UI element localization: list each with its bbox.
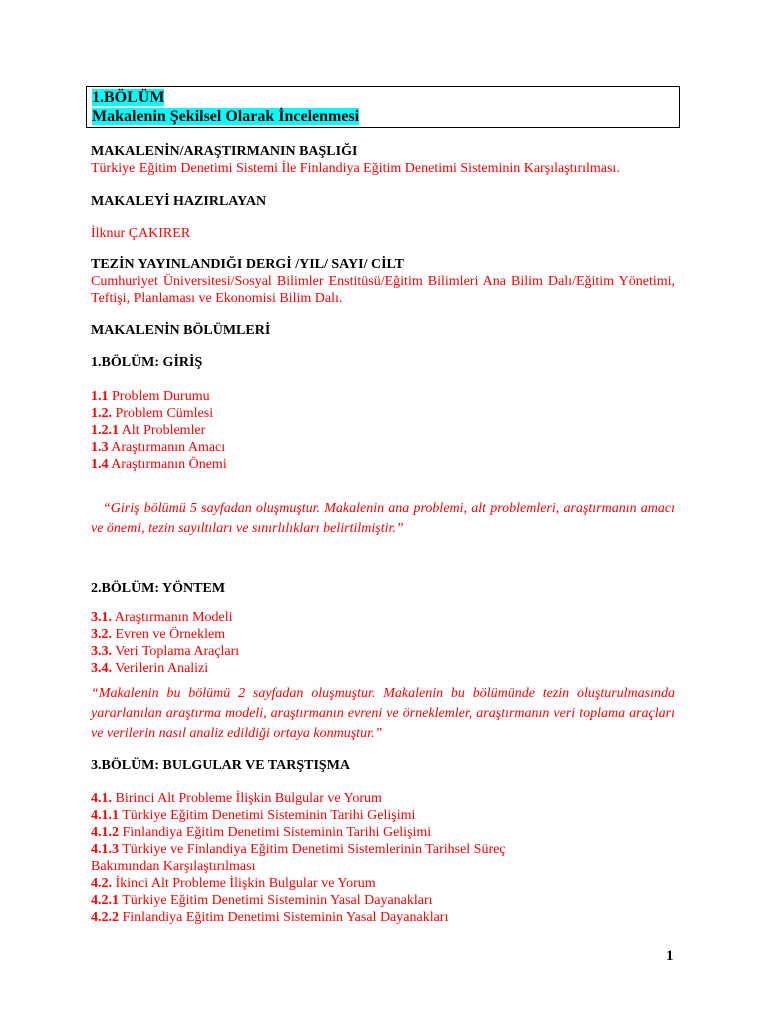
- list-item: 1.2. Problem Cümlesi: [91, 406, 214, 421]
- list-item: 3.2. Evren ve Örneklem: [91, 627, 226, 642]
- page-number: 1: [666, 948, 674, 964]
- chapter-title: Makalenin Şekilsel Olarak İncelenmesi: [92, 108, 360, 125]
- list-item: 4.1. Birinci Alt Probleme İlişkin Bulgular ve Yorum: [91, 791, 382, 806]
- journal-value: Cumhuriyet Üniversitesi/Sosyal Bilimler Enstitüsü/Eğitim Bilimleri Ana Bilim Dalı/Eğitim Yönetimi, Teftişi, Planlaması ve Ekonomisi Bilim Dalı.: [91, 274, 675, 306]
- list-item: 4.1.1 Türkiye Eğitim Denetimi Sisteminin Tarihi Gelişimi: [91, 808, 416, 823]
- journal-heading: TEZİN YAYINLANDIĞI DERGİ /YIL/ SAYI/ CİLT: [91, 257, 404, 272]
- chapter2-list: [91, 609, 675, 677]
- chapter-number: 1.BÖLÜM: [92, 89, 165, 106]
- list-item: 4.2.1 Türkiye Eğitim Denetimi Sisteminin Yasal Dayanakları: [91, 893, 433, 908]
- chapter1-summary-quote: “Giriş bölümü 5 sayfadan oluşmuştur. Makalenin ana problemi, alt problemleri, araştırmanın amacı ve önemi, tezin sayıltıları ve sınırlılıkları belirtilmiştir.”: [91, 501, 675, 536]
- list-item: 3.4. Verilerin Analizi: [91, 661, 209, 676]
- article-title-heading: MAKALENİN/ARAŞTIRMANIN BAŞLIĞI: [91, 144, 358, 159]
- document-body: [91, 144, 675, 926]
- list-item: 4.2. İkinci Alt Probleme İlişkin Bulgular ve Yorum: [91, 876, 376, 891]
- list-item: 4.2.2 Finlandiya Eğitim Denetimi Sisteminin Yasal Dayanakları: [91, 910, 449, 925]
- sections-heading: MAKALENİN BÖLÜMLERİ: [91, 323, 271, 338]
- list-item: 4.1.2 Finlandiya Eğitim Denetimi Sisteminin Tarihi Gelişimi: [91, 825, 432, 840]
- list-item: 1.2.1 Alt Problemler: [91, 423, 206, 438]
- chapter3-heading: 3.BÖLÜM: BULGULAR VE TARŞTIŞMA: [91, 758, 351, 773]
- chapter-title-box: [86, 86, 680, 128]
- chapter1-heading: 1.BÖLÜM: GİRİŞ: [91, 355, 203, 370]
- list-item: 1.1 Problem Durumu: [91, 389, 210, 404]
- list-item: 1.3 Araştırmanın Amacı: [91, 440, 226, 455]
- chapter2-summary-quote: “Makalenin bu bölümü 2 sayfadan oluşmuştur. Makalenin bu bölümünde tezin oluşturulmasında yararlanılan araştırma modeli, araştırmanın evreni ve örneklemler, araştırmanın veri toplama araçları ve verilerin nasıl analiz edildiği ortaya konmuştur.”: [91, 686, 675, 741]
- chapter3-list: [91, 790, 675, 926]
- author-value: İlknur ÇAKIRER: [91, 226, 191, 241]
- article-title-value: Türkiye Eğitim Denetimi Sistemi İle Finlandiya Eğitim Denetimi Sisteminin Karşılaştırılması.: [91, 161, 620, 176]
- list-item: 1.4 Araştırmanın Önemi: [91, 457, 227, 472]
- list-item: 3.3. Veri Toplama Araçları: [91, 644, 240, 659]
- chapter2-heading: 2.BÖLÜM: YÖNTEM: [91, 581, 226, 596]
- list-item: 4.1.3 Türkiye ve Finlandiya Eğitim Denetimi Sistemlerinin Tarihsel Süreç Bakımından Karşılaştırılması: [91, 842, 506, 874]
- chapter1-list: [91, 388, 675, 473]
- list-item: 3.1. Araştırmanın Modeli: [91, 610, 233, 625]
- author-heading: MAKALEYİ HAZIRLAYAN: [91, 194, 267, 209]
